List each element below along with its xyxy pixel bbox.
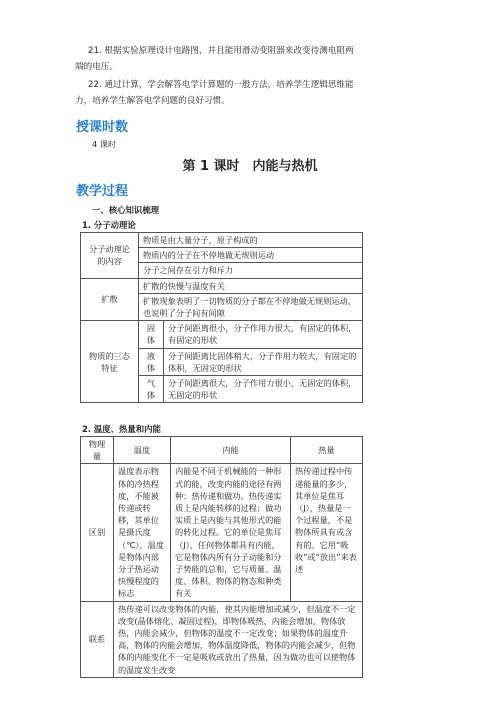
diffusion-item-2: 扩散现象表明了一切物质的分子都在不停地做无规则运动，也说明了分子间有间隙 [139, 293, 363, 320]
header-heat: 热量 [291, 437, 363, 464]
internal-energy-definition: 内能是不同于机械能的一种形式的能，改变内能的途径有两种：热传递和做功。热传递实质上是内能转移的过程；做功实质上是内能与其他形式的能的转化过程。它的单位是焦耳（J），任何物体都具有内能，它是物体内所有分子动能和分子势能的总和，它与质量、温度、体积、物体的物态和种类有关 [171, 464, 291, 601]
theory-item-3: 分子之间存在引力和斥力 [139, 263, 363, 278]
state-text-gas: 分子间距离很大，分子作用力很小，无固定的体积，无固定的形状 [164, 376, 363, 403]
heat-definition: 热传递过程中传递能量的多少，其单位是焦耳（J），热量是一个过程量，不是物体所具有或含有的。它用“吸收”或“放出”来表述 [291, 464, 363, 601]
temperature-heat-table [80, 436, 363, 678]
row-head-states: 物质的三态特征 [81, 321, 139, 403]
row-head-difference: 区别 [81, 464, 114, 601]
paragraph-21-line2: 端的电压。 [75, 62, 118, 72]
paragraph-21-line1: 21. 根据实验原理设计电路图，并且能用滑动变阻器来改变待测电阻两 [88, 46, 354, 56]
theory-item-1: 物质是由大量分子、原子构成的 [139, 233, 363, 248]
header-temperature: 温度 [114, 437, 171, 464]
subsection-temperature-heat: 2. 温度、热量和内能 [82, 424, 161, 434]
row-head-relation: 联系 [81, 601, 114, 677]
paragraph-22-line2: 力，培养学生解答电学问题的良好习惯。 [75, 96, 230, 106]
row-head-diffusion: 扩散 [81, 278, 139, 321]
diffusion-item-1: 扩散的快慢与温度有关 [139, 278, 363, 293]
temperature-definition: 温度表示物体的冷热程度，不能被传递或转移，其单位是摄氏度（℃），温度是物体内部分子热运动快慢程度的标志 [114, 464, 171, 601]
section-title: 一、核心知识梳理 [92, 205, 159, 215]
lesson-title: 第 1 课时 内能与热机 [182, 159, 318, 174]
header-internal-energy: 内能 [171, 437, 291, 464]
state-name-liquid: 液体 [139, 348, 164, 375]
teaching-hours-heading: 授课时数 [76, 120, 129, 135]
state-text-solid: 分子间距离很小，分子作用力很大，有固定的体积，有固定的形状 [164, 321, 363, 348]
row-head-theory: 分子动理论的内容 [81, 233, 139, 279]
state-name-gas: 气体 [139, 376, 164, 403]
teaching-process-heading: 教学过程 [76, 184, 129, 199]
paragraph-22-line1: 22. 通过计算，学会解答电学计算题的一般方法，培养学生逻辑思维能 [88, 80, 354, 90]
relation-text: 热传递可以改变物体的内能，使其内能增加或减少，但温度不一定改变(晶体熔化、凝固过程)，即物体吸热，内能会增加，物体放热，内能会减少，但物体的温度不一定改变；如果物体的温度升高，物体的内能会增加，物体温度降低，物体的内能会减少，但物体的内能变化不一定是吸收或放出了热量，因为做功也可以使物体的温度发生改变 [114, 601, 363, 677]
theory-item-2: 物质内的分子在不停地做无规则运动 [139, 248, 363, 263]
molecular-theory-table [80, 232, 363, 403]
subsection-molecular-theory: 1. 分子动理论 [82, 220, 136, 230]
teaching-hours-value: 4 课时 [92, 139, 117, 149]
header-quantity: 物理量 [81, 437, 114, 464]
state-text-liquid: 分子间距离比固体稍大，分子作用力较大，有固定的体积，无固定的形状 [164, 348, 363, 375]
state-name-solid: 固体 [139, 321, 164, 348]
